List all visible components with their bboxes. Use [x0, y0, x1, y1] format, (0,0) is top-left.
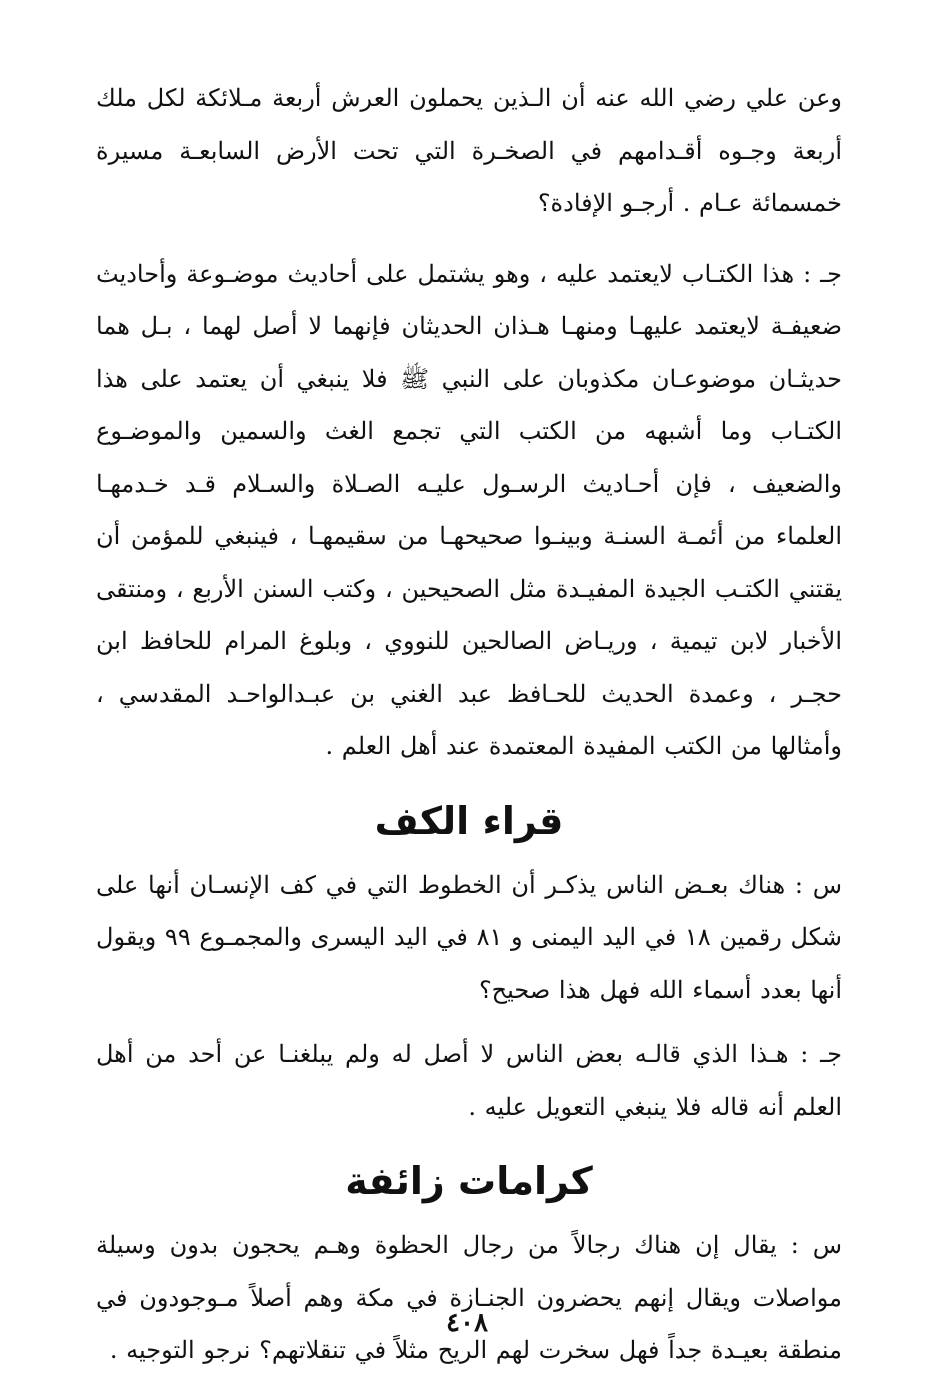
section-heading-palm-reading: قراء الكف — [374, 798, 564, 843]
question-paragraph: س : هناك بعـض الناس يذكـر أن الخطوط التي في كف الإنسـان أنها على شكل رقمين ١٨ في اليد اليمنى و ٨١ في اليد اليسرى والمجمـوع ٩٩ ويقول أنها بعدد أسماء الله فهل هذا صحيح؟ — [96, 870, 843, 1004]
page-number: ٤٠٨ — [446, 1308, 488, 1338]
question-paragraph: س : يقال إن هناك رجالاً من رجال الحظوة وهـم يحجون بدون وسيلة مواصلات ويقال إنهم يحضرون الجنـازة في مكة وهم أصلاً مـوجودون في منطقة بعيـدة جداً فهل سخرت لهم الريح مثلاً في تنقلاتهم؟ نرجو التوجيه . — [96, 1231, 842, 1364]
answer-paragraph: جـ : هـذا الذي قالـه بعض الناس لا أصل له ولم يبلغنـا عن أحد من أهل العلم أنه قاله فلا ينبغي التعويل عليه . — [96, 1040, 842, 1121]
question-paragraph: وعن علي رضي الله عنه أن الـذين يحملون العرش أربعة مـلائكة لكل ملك أربعة وجـوه أقـدامهم في الصخـرة التي تحت الأرض السابعـة مسيرة خمسمائة عـام . أرجـو الإفادة؟ — [96, 84, 842, 217]
answer-paragraph: جـ : هذا الكتـاب لايعتمد عليه ، وهو يشتمل على أحاديث موضـوعة وأحاديث ضعيفـة لايعتمد عليهـا ومنهـا هـذان الحديثان فإنهما لا أصل لهما ، بـل هما حديثـان موضوعـان مكذوبان على النبي ﷺ فلا ينبغي أن يعتمد على هذا الكتـاب وما أشبهه من الكتب التي تجمع الغث والسمين والموضـوع والضعيف ، فإن أحـاديث الرسـول عليـه الصـلاة والسـلام قـد خـدمهـا العلماء من أئمـة السنـة وبينـوا صحيحهـا من سقيمهـا ، فينبغي للمؤمن أن يقتني الكتـب الجيدة المفيـدة مثل الصحيحين ، وكتب السنن الأربع ، ومنتقى الأخبار لابن تيمية ، وريـاض الصالحين للنووي ، وبلوغ المرام للحافظ ابن حجـر ، وعمدة الحديث للحـافظ عبد الغني بن عبـدالواحـد المقدسي ، وأمثالها من الكتب المفيدة المعتمدة عند أهل العلم . — [96, 259, 842, 760]
section-heading-false-miracles: كرامات زائفة — [345, 1159, 593, 1203]
page-body — [96, 72, 842, 1395]
